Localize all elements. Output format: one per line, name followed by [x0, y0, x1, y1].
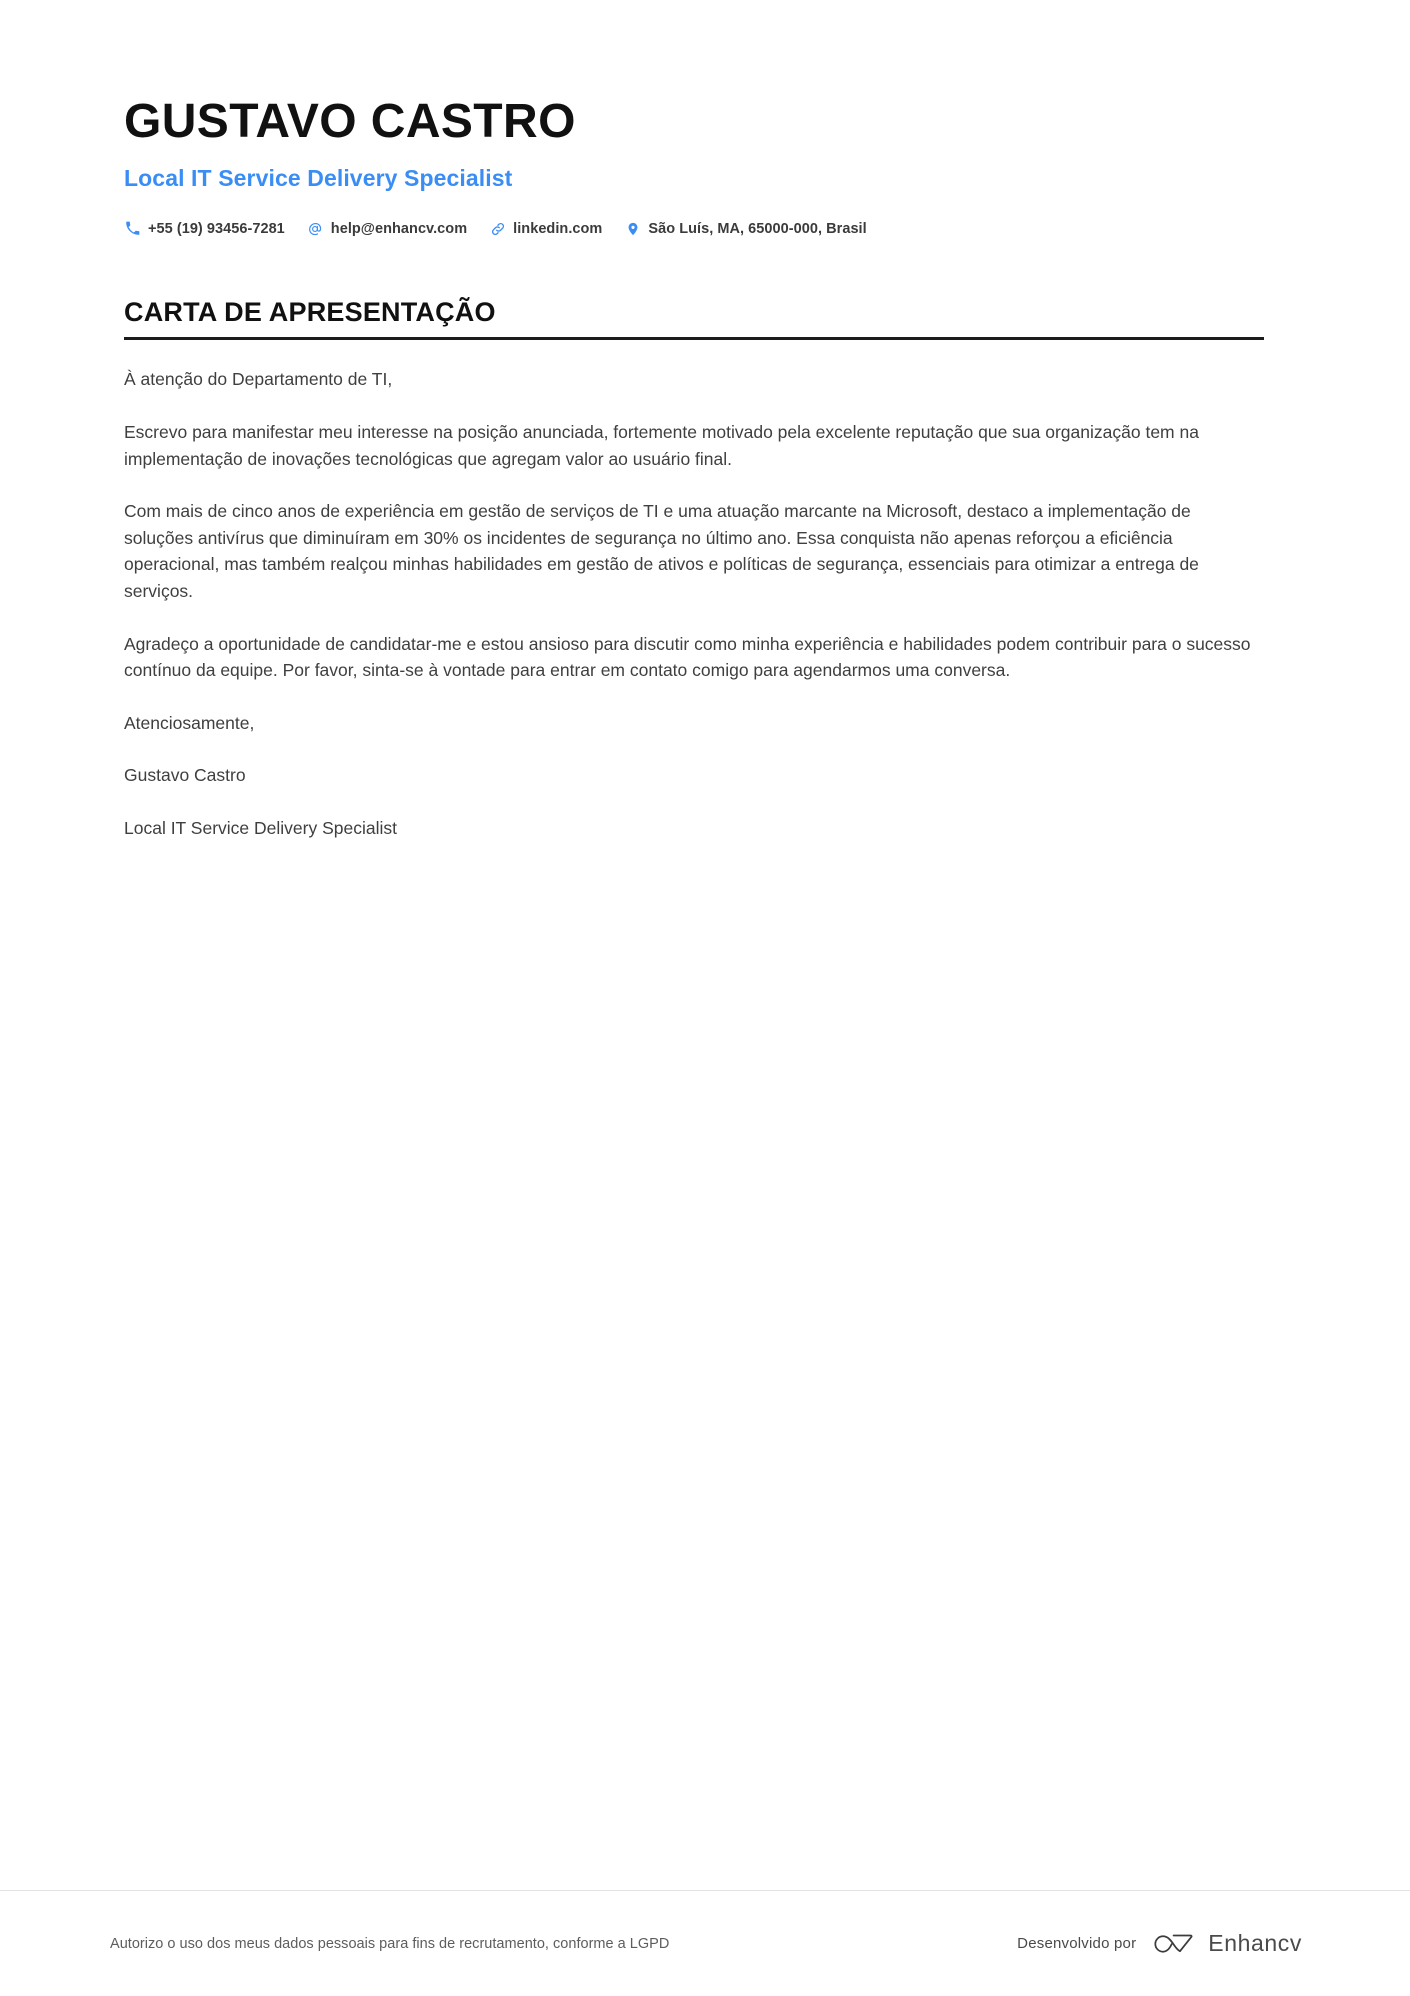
contact-linkedin-text: linkedin.com — [513, 220, 603, 237]
contact-linkedin[interactable] — [489, 220, 602, 237]
letter-paragraph-3: Agradeço a oportunidade de candidatar-me e estou ansioso para discutir como minha experiência e habilidades podem contribuir para o sucesso contínuo da equipe. Por favor, sinta-se à vontade para entrar em contato comigo para agendarmos uma conversa. — [124, 633, 1251, 681]
cover-letter-section — [124, 297, 1264, 841]
letter-signature-title: Local IT Service Delivery Specialist — [124, 817, 397, 838]
location-pin-icon — [624, 220, 641, 237]
enhancv-infinity-logo-icon — [1150, 1931, 1194, 1957]
candidate-job-title: Local IT Service Delivery Specialist — [124, 164, 513, 191]
letter-paragraph-2: Com mais de cinco anos de experiência em gestão de serviços de TI e uma atuação marcante na Microsoft, destaco a implementação de soluções antivírus que diminuíram em 30% os incidentes de segurança no último ano. Essa conquista não apenas reforçou a eficiência operacional, mas também realçou minhas habilidades em gestão de ativos e políticas de segurança, essenciais para otimizar a entrega de serviços. — [124, 501, 1199, 601]
letter-signature-name: Gustavo Castro — [124, 765, 246, 786]
contact-location-text: São Luís, MA, 65000-000, Brasil — [648, 220, 867, 237]
section-title: CARTA DE APRESENTAÇÃO — [124, 297, 496, 328]
letter-paragraph-1: Escrevo para manifestar meu interesse na posição anunciada, fortemente motivado pela excelente reputação que sua organização tem na implementação de inovações tecnológicas que agregam valor ao usuário final. — [124, 422, 1199, 469]
document-footer — [0, 1890, 1410, 1995]
cover-letter-body — [124, 366, 1264, 841]
letter-closing: Atenciosamente, — [124, 712, 255, 733]
footer-branding[interactable] — [1017, 1930, 1302, 1957]
brand-prefix-text: Desenvolvido por — [1017, 1935, 1137, 1952]
email-at-icon — [307, 220, 324, 237]
footer-inner — [0, 1891, 1410, 1996]
contact-email-text: help@enhancv.com — [330, 220, 468, 237]
document-content — [124, 0, 1264, 842]
candidate-full-name: GUSTAVO CASTRO — [124, 95, 576, 148]
contact-phone-text: +55 (19) 93456-7281 — [148, 220, 285, 237]
brand-name-text: Enhancv — [1208, 1930, 1302, 1956]
section-divider — [124, 337, 1264, 340]
contact-details-row — [124, 220, 1264, 237]
phone-icon — [124, 220, 141, 237]
contact-email[interactable] — [307, 220, 467, 237]
gdpr-consent-note: Autorizo o uso dos meus dados pessoais para fins de recrutamento, conforme a LGPD — [110, 1935, 670, 1952]
contact-location — [624, 220, 866, 237]
link-icon — [489, 220, 506, 237]
letter-salutation: À atenção do Departamento de TI, — [124, 369, 393, 390]
document-header — [124, 0, 1264, 237]
contact-phone[interactable] — [124, 220, 285, 237]
